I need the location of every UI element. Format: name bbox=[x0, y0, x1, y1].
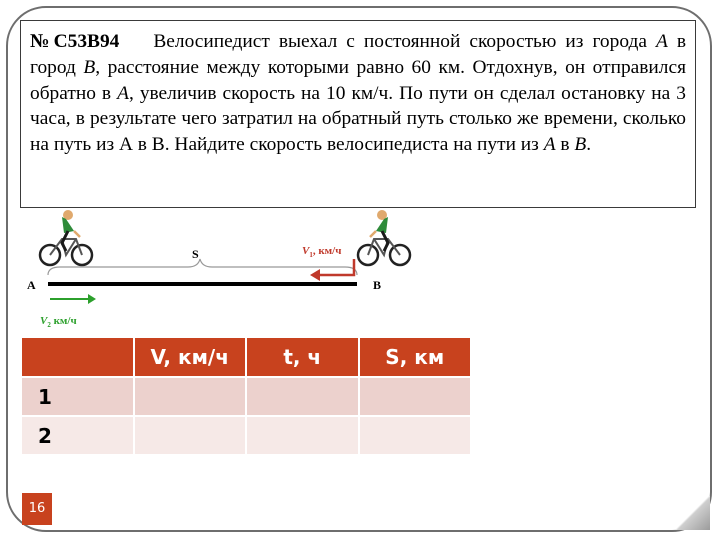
distance-brace bbox=[48, 259, 357, 275]
city-b: В bbox=[574, 134, 587, 156]
city-b-label: В bbox=[373, 278, 382, 292]
v2-label: $V_2$ км/ч bbox=[40, 315, 77, 329]
problem-text-part: в bbox=[555, 134, 575, 156]
route-diagram-svg bbox=[20, 205, 420, 335]
problem-box bbox=[20, 20, 696, 208]
table-cell[interactable] bbox=[134, 377, 247, 416]
city-a: А bbox=[543, 134, 556, 156]
v2-arrowhead bbox=[88, 294, 96, 304]
table-header-speed: V, км/ч bbox=[134, 337, 247, 377]
table-header-time: t, ч bbox=[246, 337, 359, 377]
distance-label: S bbox=[192, 247, 199, 261]
problem-text bbox=[30, 29, 686, 158]
city-b: В bbox=[83, 56, 96, 78]
page-number-badge: 16 bbox=[22, 493, 52, 525]
page-curl bbox=[676, 496, 710, 530]
table-header-corner bbox=[21, 337, 134, 377]
problem-text-part: , увеличив скорость на 10 км/ч. По пути он сделал остановку на 3 часа, в результате чего затратил на обратный путь столько же времени, сколько на путь из А в В. Найдите скорость велосипедиста на пути из bbox=[30, 82, 686, 156]
route-diagram bbox=[20, 205, 420, 335]
cyclist-right-icon bbox=[358, 210, 410, 265]
problem-text-part: в город bbox=[30, 31, 686, 78]
v1-label: $V_1$, км/ч bbox=[302, 245, 342, 259]
table-row bbox=[21, 416, 471, 455]
problem-text-part: , расстояние между которыми равно 60 км. Отдохнув, он отправился обратно в bbox=[30, 56, 686, 104]
problem-text-part: Велосипедист выехал с постоянной скоростью из города bbox=[153, 31, 656, 52]
city-a-label: А bbox=[27, 278, 36, 292]
problem-text-part: . bbox=[586, 134, 592, 156]
table-row bbox=[21, 377, 471, 416]
table-cell[interactable] bbox=[246, 377, 359, 416]
v1-arrowhead bbox=[310, 269, 320, 281]
table-header-row bbox=[21, 337, 471, 377]
data-table-container bbox=[20, 336, 472, 456]
data-table bbox=[20, 336, 472, 456]
table-cell[interactable] bbox=[246, 416, 359, 455]
city-a: А bbox=[117, 82, 129, 104]
table-header-distance: S, км bbox=[359, 337, 472, 377]
row-label: 1 bbox=[21, 377, 134, 416]
city-a: А bbox=[655, 31, 668, 52]
row-label: 2 bbox=[21, 416, 134, 455]
table-cell[interactable] bbox=[359, 416, 472, 455]
table-cell[interactable] bbox=[359, 377, 472, 416]
cyclist-left-icon bbox=[40, 210, 92, 265]
table-cell[interactable] bbox=[134, 416, 247, 455]
problem-id: №C53B94 bbox=[30, 31, 120, 52]
